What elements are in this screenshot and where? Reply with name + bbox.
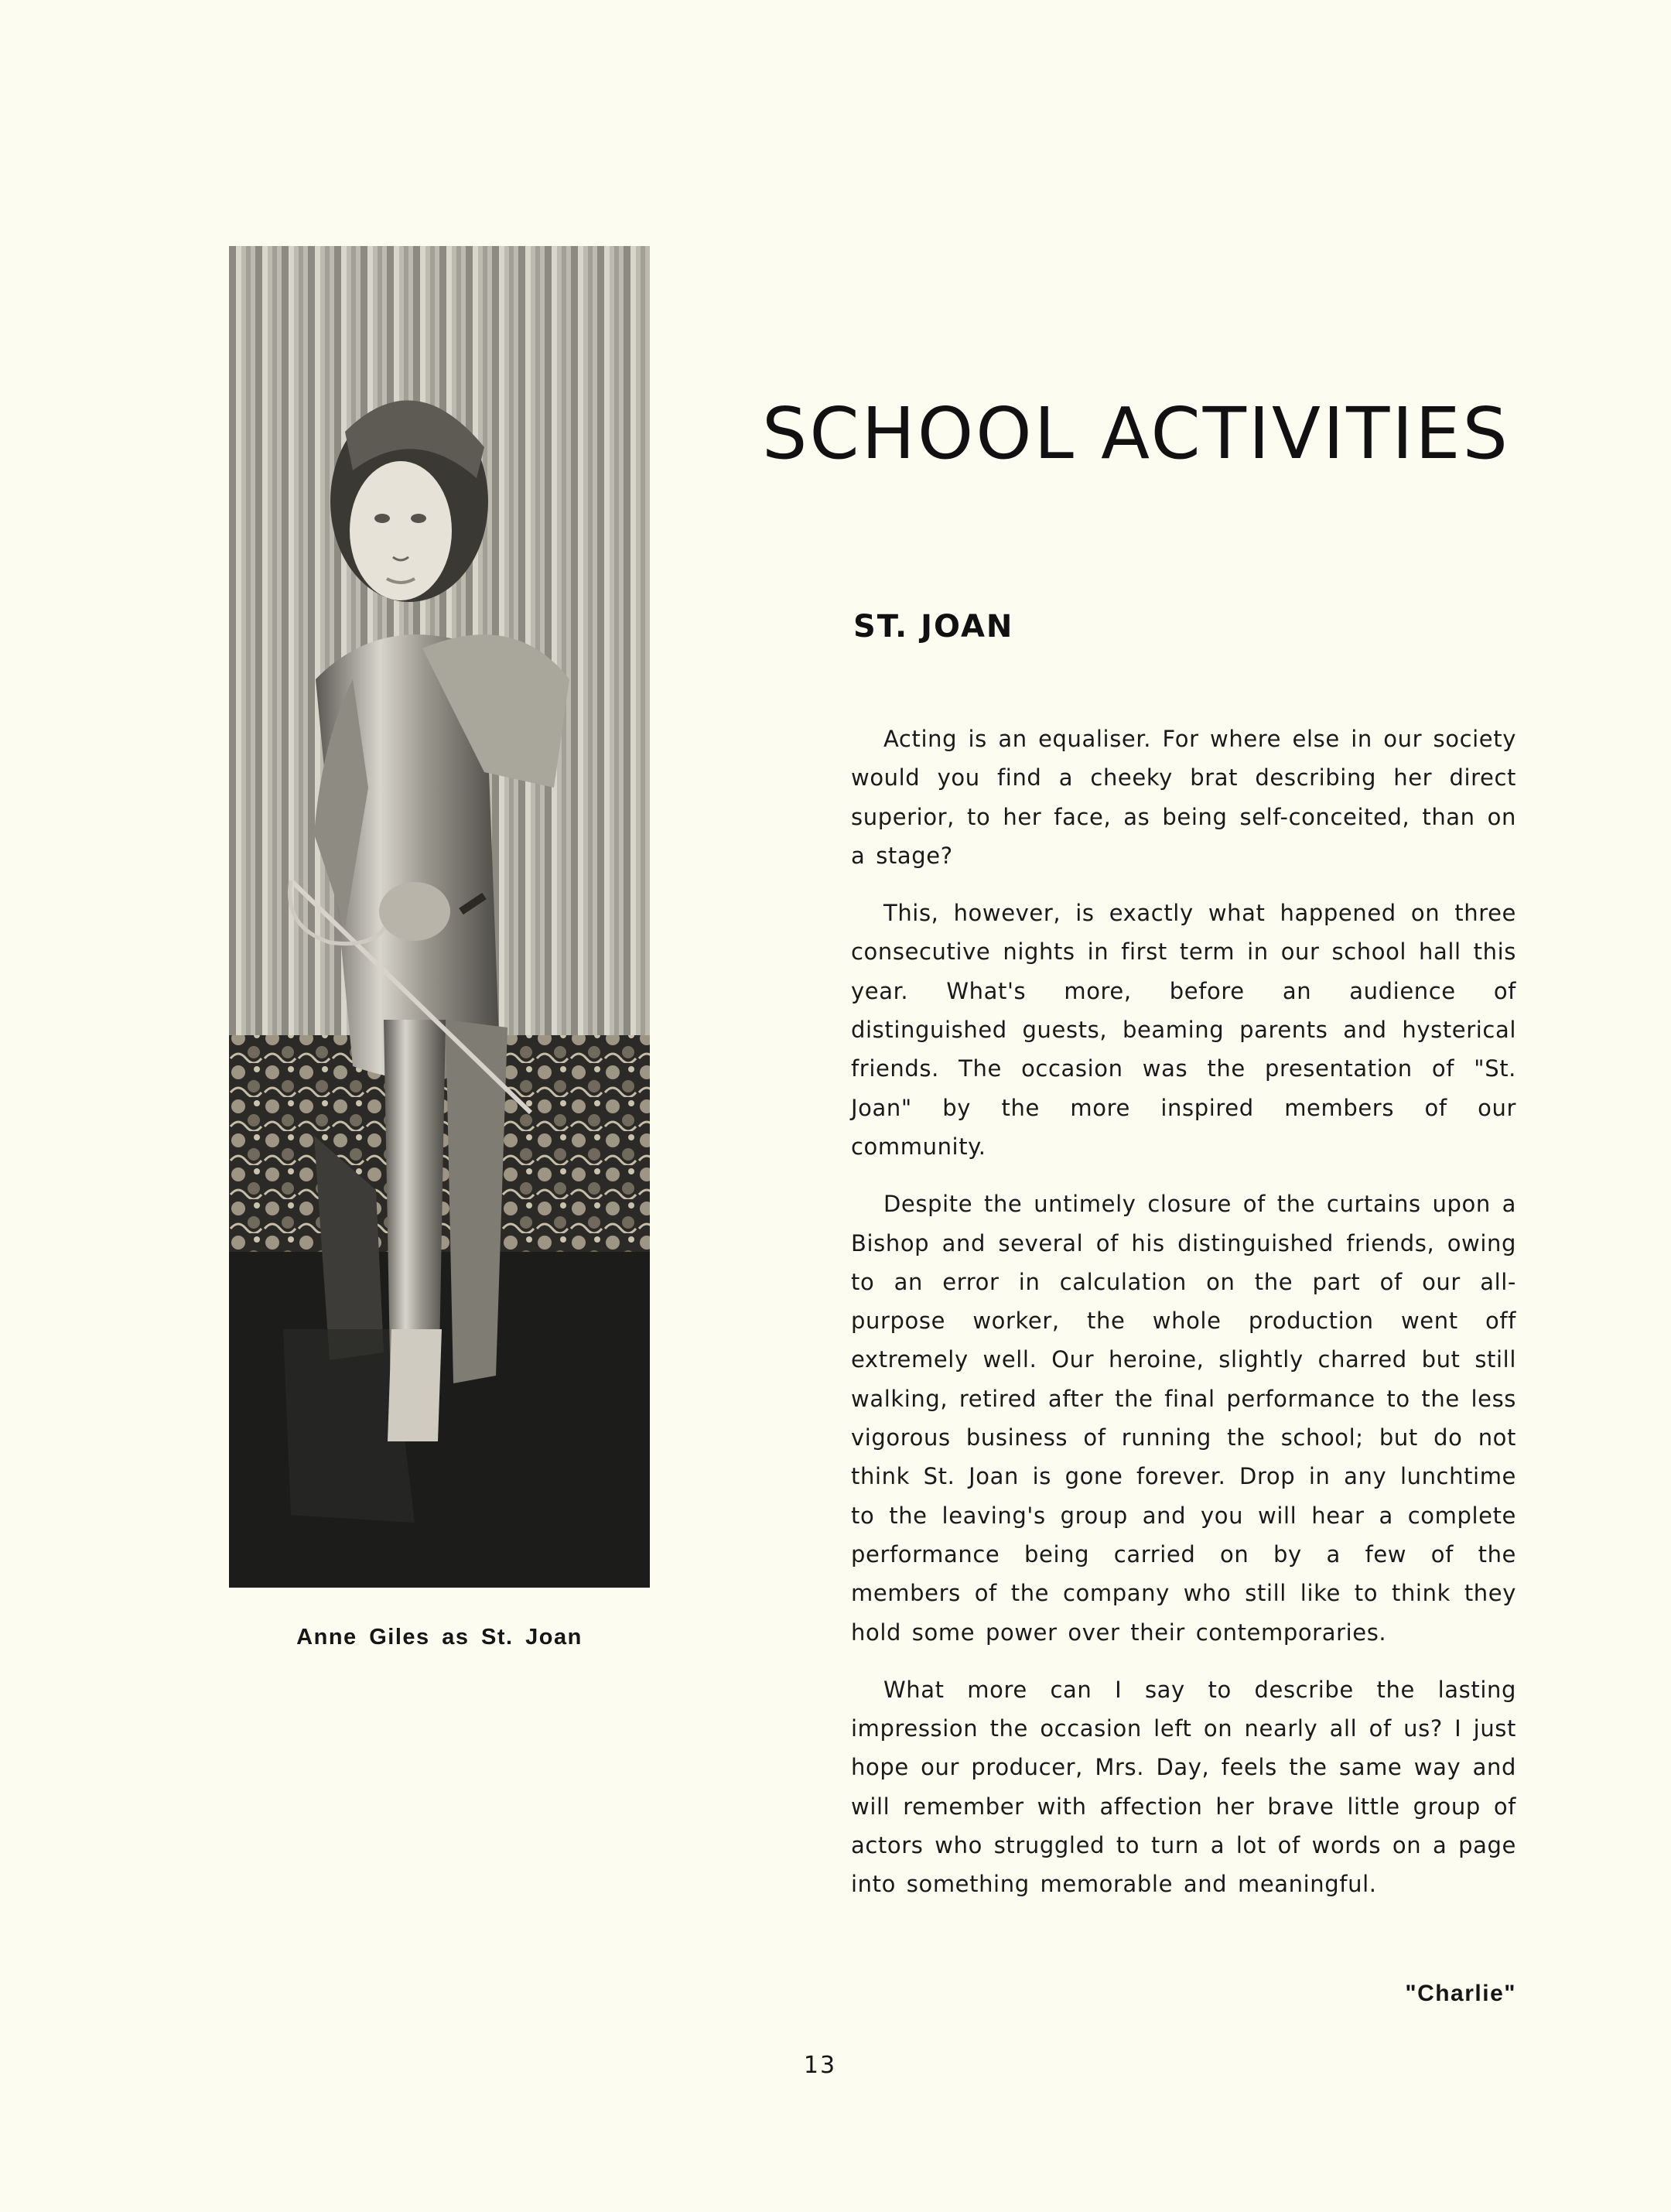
article-paragraph: Acting is an equaliser. For where else in our society would you find a cheeky brat describing her direct superior, to her face, as being self-conceited, than on a stage?: [851, 726, 1516, 869]
article-body: [851, 720, 1516, 1923]
article-signature: "Charlie": [1405, 1981, 1516, 2006]
photo-caption: Anne Giles as St. Joan: [296, 1625, 583, 1650]
page-title: SCHOOL ACTIVITIES: [762, 392, 1510, 475]
st-joan-photo: [229, 246, 650, 1588]
article-paragraph: This, however, is exactly what happened on three consecutive nights in first term in our school hall this year. What's more, before an audience of distinguished guests, beaming parents and hysterical friends. The occasion was the presentation of "St. Joan" by the more inspired members of our community.: [851, 900, 1516, 1160]
article-paragraph: What more can I say to describe the lasting impression the occasion left on nearly all of us? I just hope our producer, Mrs. Day, feels the same way and will remember with affection her brave little group of actors who struggled to turn a lot of words on a page into something memorable and meaningful.: [851, 1676, 1516, 1898]
photo-illustration: [229, 246, 650, 1588]
page-number: 13: [803, 2052, 837, 2079]
article-title: ST. JOAN: [853, 609, 1014, 644]
article-paragraph: Despite the untimely closure of the curtains upon a Bishop and several of his distinguished friends, owing to an error in calculation on the part of our all-purpose worker, the whole production went off extremely well. Our heroine, slightly charred but still walking, retired after the final performance to the less vigorous business of running the school; but do not think St. Joan is gone forever. Drop in any lunchtime to the leaving's group and you will hear a complete performance being carried on by a few of the members of the company who still like to think they hold some power over their contemporaries.: [851, 1191, 1516, 1646]
